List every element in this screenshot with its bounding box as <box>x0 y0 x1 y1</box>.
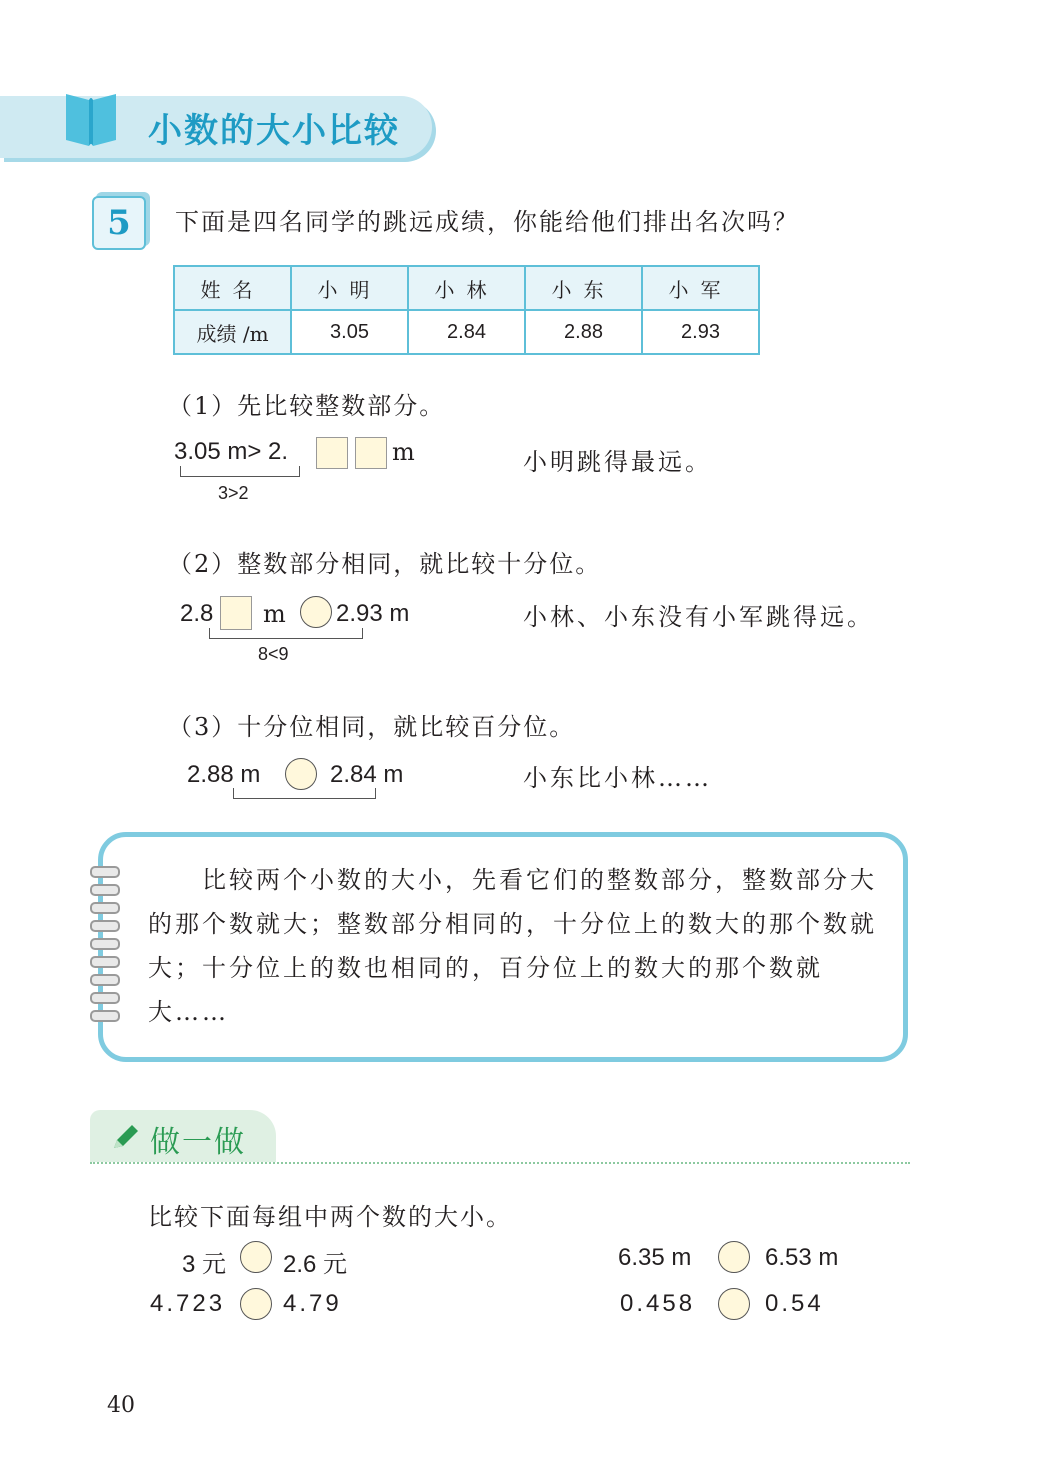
hint-text: 8<9 <box>258 644 289 664</box>
page-number: 40 <box>107 1393 135 1418</box>
question-text: 下面是四名同学的跳远成绩，你能给他们排出名次吗？ <box>175 208 799 236</box>
page-title: 小数的大小比较 <box>148 111 400 151</box>
binder-ring <box>90 956 120 968</box>
table-row <box>174 310 759 354</box>
table-cell: 2.84 <box>408 310 525 354</box>
binder-ring <box>90 902 120 914</box>
binder-ring <box>90 974 120 986</box>
binder-ring <box>90 920 120 932</box>
table-header-cell: 小林 <box>408 266 525 310</box>
practice-item-left: 0.458 <box>620 1290 696 1317</box>
practice-instruction: 比较下面每组中两个数的大小。 <box>148 1203 512 1231</box>
step-2-note: 小林、小东没有小军跳得远。 <box>523 603 874 631</box>
step-2-expression-left: 2.8 <box>180 600 214 627</box>
book-icon <box>62 86 120 150</box>
practice-item-left: 6.35 m <box>618 1244 692 1271</box>
practice-item-right: 0.54 <box>765 1290 824 1317</box>
step-3-expression-left: 2.88 m <box>187 761 261 788</box>
comparison-bracket <box>180 466 300 477</box>
pencil-icon <box>108 1120 142 1154</box>
binder-ring <box>90 938 120 950</box>
table-header-cell: 姓名 <box>174 266 291 310</box>
exercise-number-badge: 5 <box>92 196 146 250</box>
practice-item-left: 4.723 <box>150 1290 226 1317</box>
table-cell: 2.93 <box>642 310 759 354</box>
table-header-cell: 小明 <box>291 266 408 310</box>
answer-box[interactable] <box>316 437 348 469</box>
table-cell: 3.05 <box>291 310 408 354</box>
compare-circle[interactable] <box>718 1241 750 1273</box>
compare-circle[interactable] <box>240 1288 272 1320</box>
comparison-bracket <box>209 628 363 639</box>
table-row-label: 成绩 /m <box>174 310 291 354</box>
practice-item-right: 6.53 m <box>765 1244 839 1271</box>
compare-circle[interactable] <box>718 1288 750 1320</box>
table-cell: 2.88 <box>525 310 642 354</box>
answer-box[interactable] <box>220 596 252 630</box>
scores-table <box>173 265 760 355</box>
unit-label: m <box>392 438 415 466</box>
summary-text: 比较两个小数的大小，先看它们的整数部分，整数部分大的那个数就大；整数部分相同的，十分位上的数大的那个数就大；十分位上的数也相同的，百分位上的数大的那个数就大…… <box>148 866 877 1026</box>
step-1-note: 小明跳得最远。 <box>523 448 712 476</box>
binder-ring <box>90 884 120 896</box>
comparison-bracket <box>233 788 376 799</box>
answer-box[interactable] <box>355 437 387 469</box>
dotted-divider <box>90 1162 910 1164</box>
practice-item-right: 4.79 <box>283 1290 342 1317</box>
compare-circle[interactable] <box>285 758 317 790</box>
step-3-note: 小东比小林…… <box>523 764 712 792</box>
step-2-title: （2）整数部分相同，就比较十分位。 <box>168 550 602 578</box>
step-1-expression: 3.05 m> 2. <box>174 438 289 465</box>
binder-ring <box>90 1010 120 1022</box>
compare-circle[interactable] <box>240 1241 272 1273</box>
table-header-cell: 小东 <box>525 266 642 310</box>
practice-item-right: 2.6 元 <box>283 1251 348 1278</box>
unit-label: m <box>263 600 286 628</box>
step-3-expression-right: 2.84 m <box>330 761 404 788</box>
step-2-expression-right: 2.93 m <box>336 600 410 627</box>
step-3-title: （3）十分位相同，就比较百分位。 <box>168 713 576 741</box>
binder-ring <box>90 992 120 1004</box>
binder-ring <box>90 866 120 878</box>
practice-item-left: 3 元 <box>182 1251 227 1278</box>
step-1-title: （1）先比较整数部分。 <box>168 392 446 420</box>
table-header-row <box>174 266 759 310</box>
compare-circle[interactable] <box>300 596 332 628</box>
practice-title: 做一做 <box>150 1125 246 1160</box>
table-header-cell: 小军 <box>642 266 759 310</box>
hint-text: 3>2 <box>218 483 249 503</box>
